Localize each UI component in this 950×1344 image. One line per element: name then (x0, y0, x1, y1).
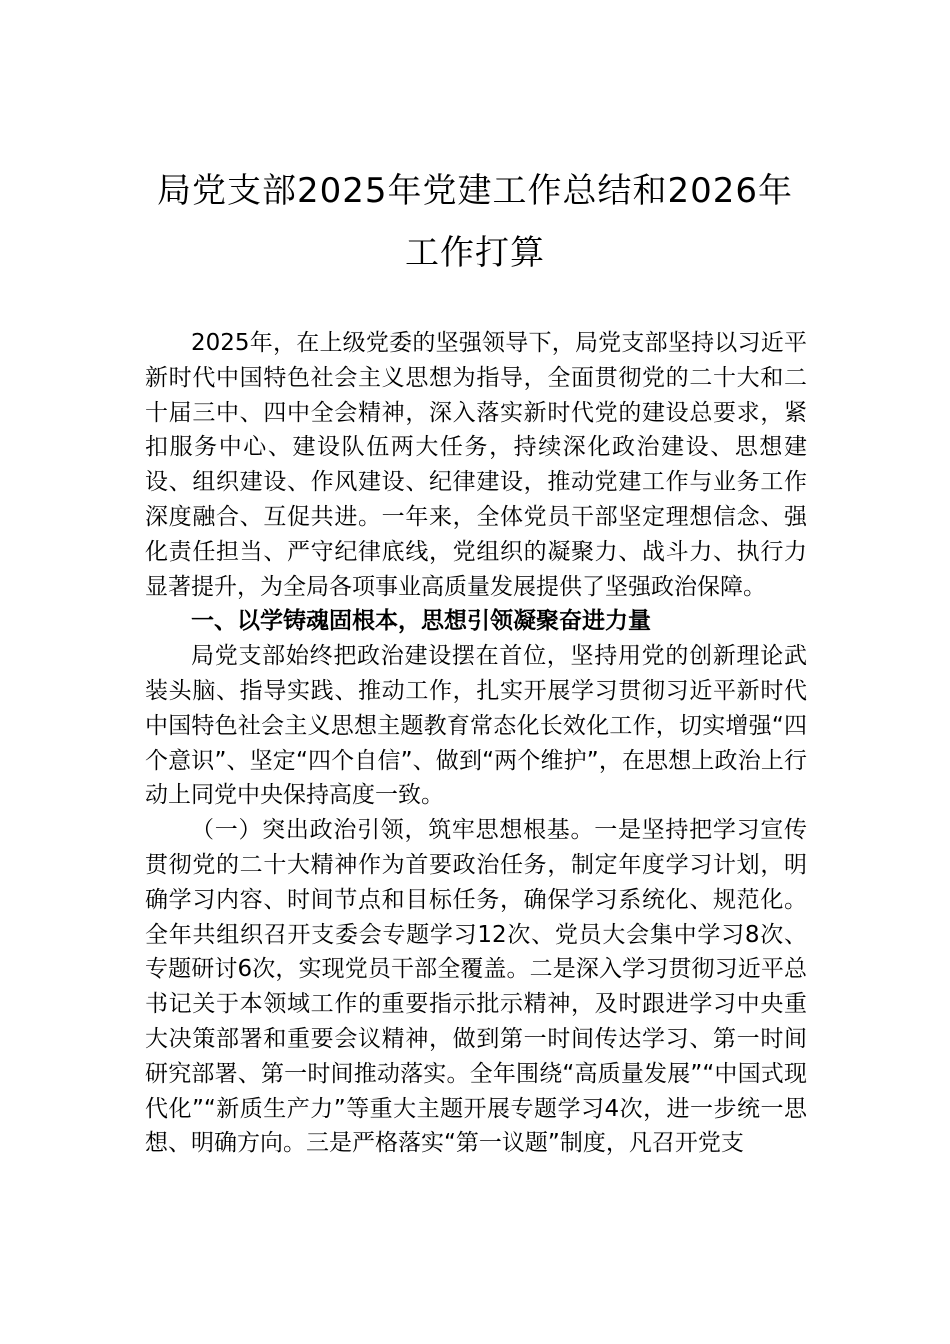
subsection-paragraph: （一）突出政治引领，筑牢思想根基。一是坚持把学习宣传贯彻党的二十大精神作为首要政治任务，制定年度学习计划，明确学习内容、时间节点和目标任务，确保学习系统化、规范化。全年共组织召开支委会专题学习12次、党员大会集中学习8次、专题研讨6次，实现党员干部全覆盖。二是深入学习贯彻习近平总书记关于本领域工作的重要指示批示精神，及时跟进学习中央重大决策部署和重要会议精神，做到第一时间传达学习、第一时间研究部署、第一时间推动落实。全年围绕“高质量发展”“中国式现代化”“新质生产力”等重大主题开展专题学习4次，进一步统一思想、明确方向。三是严格落实“第一议题”制度，凡召开党支 (145, 817, 807, 1157)
intro-paragraph: 2025年，在上级党委的坚强领导下，局党支部坚持以习近平新时代中国特色社会主义思想为指导，全面贯彻党的二十大和二十届三中、四中全会精神，深入落实新时代党的建设总要求，紧扣服务中心、建设队伍两大任务，持续深化政治建设、思想建设、组织建设、作风建设、纪律建设，推动党建工作与业务工作深度融合、互促共进。一年来，全体党员干部坚定理想信念、强化责任担当、严守纪律底线，党组织的凝聚力、战斗力、执行力显著提升，为全局各项事业高质量发展提供了坚强政治保障。 (145, 330, 807, 600)
document-title: 局党支部2025年党建工作总结和2026年工作打算 (156, 171, 794, 273)
document-body (145, 326, 807, 1161)
section-paragraph: 局党支部始终把政治建设摆在首位，坚持用党的创新理论武装头脑、指导实践、推动工作，扎实开展学习贯彻习近平新时代中国特色社会主义思想主题教育常态化长效化工作，切实增强“四个意识”、坚定“四个自信”、做到“两个维护”，在思想上政治上行动上同党中央保持高度一致。 (145, 643, 807, 809)
section-heading: 一、以学铸魂固根本，思想引领凝聚奋进力量 (191, 608, 651, 635)
